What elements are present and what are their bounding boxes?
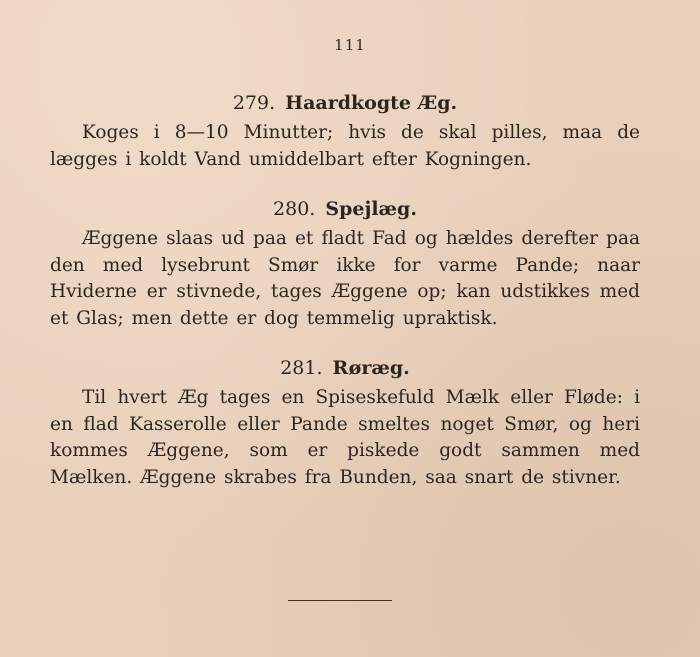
- recipe-heading: [50, 355, 640, 381]
- recipe-text: Æggene slaas ud paa et fladt Fad og hældes derefter paa den med lysebrunt Smør ikke for varme Pande; naar Hviderne er stivnede, tages Æggene op; kan udstikkes med et Glas; men dette er dog temmelig upraktisk.: [50, 228, 640, 329]
- recipe-281: [50, 355, 640, 491]
- recipe-title: Haardkogte Æg.: [285, 92, 458, 114]
- recipe-279: [50, 90, 640, 173]
- recipe-number: 279.: [232, 92, 276, 114]
- end-divider: [288, 600, 392, 601]
- recipe-text: Til hvert Æg tages en Spiseskefuld Mælk eller Fløde: i en flad Kasserolle eller Pande smeltes noget Smør, og heri kommes Æggene, som er piskede godt sammen med Mælken. Æggene skrabes fra Bunden, saa snart de stivner.: [50, 387, 640, 488]
- recipe-number: 280.: [273, 198, 316, 220]
- recipe-text: Koges i 8—10 Minutter; hvis de skal pilles, maa de lægges i koldt Vand umiddelbart efter Kogningen.: [50, 122, 640, 170]
- recipe-heading: [50, 196, 640, 222]
- page-number: 111: [334, 36, 366, 54]
- recipe-280: [50, 196, 640, 332]
- recipe-title: Spejlæg.: [325, 198, 417, 220]
- recipe-title: Røræg.: [332, 357, 410, 379]
- recipe-number: 281.: [280, 357, 323, 379]
- recipe-heading: [50, 90, 640, 116]
